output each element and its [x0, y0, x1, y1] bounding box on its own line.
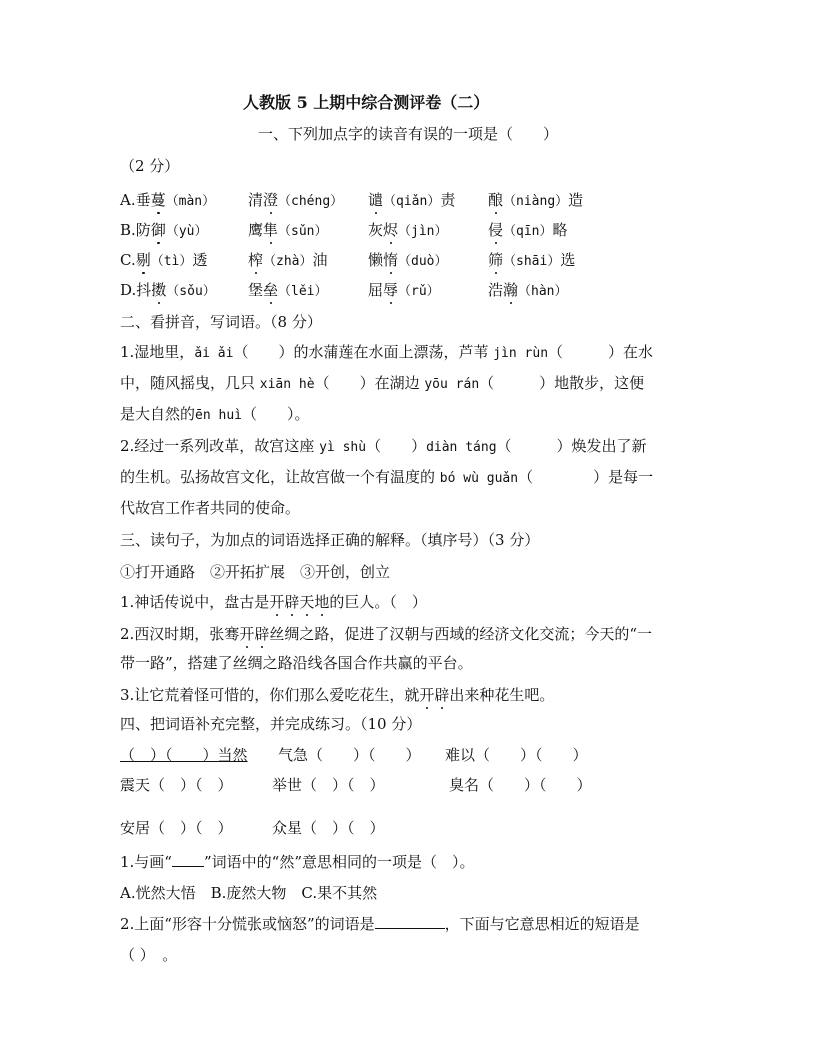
dotted-char: 榨: [248, 251, 264, 269]
dotted-char: 御: [150, 221, 166, 239]
section2-q2-line2: [120, 467, 653, 489]
idiom-blank[interactable]: 安居（ ）（ ）: [120, 819, 233, 837]
text: 灰: [368, 221, 384, 239]
text: 是大自然的: [120, 405, 196, 423]
option-word: [120, 190, 215, 212]
option-word: [248, 250, 328, 272]
section2-q1-line3: [120, 404, 310, 426]
option-word: [248, 280, 328, 302]
pinyin: （tì）: [150, 254, 193, 269]
dotted-char: 侵: [488, 221, 504, 239]
option-label: A.: [120, 191, 136, 209]
text: 抖: [136, 281, 152, 299]
section1-heading: 一、下列加点字的读音有误的一项是（ ）: [258, 125, 559, 143]
text: 中，随风摇曳，几只: [120, 374, 260, 392]
text: （ ）在湖边: [314, 374, 425, 392]
section4-q1-options: A.恍然大悟 B.庞然大物 C.果不其然: [120, 884, 378, 902]
text: 选: [560, 251, 576, 269]
text: 堡: [248, 281, 264, 299]
dotted-char: 地: [314, 593, 330, 611]
option-label: D.: [120, 281, 137, 299]
section3-heading: 三、读句子，为加点的词语选择正确的解释。（填序号）（3 分）: [120, 531, 540, 549]
underline-blank: [172, 852, 204, 867]
pinyin: （màn）: [165, 194, 216, 209]
text: 的生机。弘扬故宫文化，让故宫做一个有温度的: [120, 468, 440, 486]
pinyin: （qiǎn）: [383, 194, 441, 209]
section2-q2-line3: 代故宫工作者共同的使命。: [120, 499, 301, 517]
pinyin: （qīn）: [503, 224, 553, 239]
option-word: [488, 280, 568, 302]
dotted-char: 开: [269, 593, 285, 611]
text: 丝绸之路，促进了汉朝与西域的经济文化交流；今天的“一: [269, 625, 653, 643]
text: 2.上面“形容十分慌张或恼怒”的词语是: [120, 915, 375, 933]
text: 2.西汉时期，张骞: [120, 625, 240, 643]
idiom-blank[interactable]: 震天（ ）（ ）: [120, 776, 233, 794]
text: 3.让它荒着怪可惜的，你们那么爱吃花生，就: [120, 686, 420, 704]
dotted-char: 辟: [284, 593, 300, 611]
pinyin: yì shù: [319, 440, 367, 455]
text: ，下面与它意思相近的短语是: [444, 915, 640, 933]
section4-q2-cont: （ ） 。: [120, 946, 178, 964]
dotted-char: 擞: [151, 281, 167, 299]
text: 懒: [368, 251, 384, 269]
section2-q2-line1: [120, 436, 647, 458]
text: 浩: [488, 281, 504, 299]
option-word: [368, 190, 455, 212]
pinyin: （sǔn）: [278, 224, 328, 239]
pinyin: （sǒu）: [166, 284, 216, 299]
section4-q1: [120, 852, 475, 872]
dotted-char: 辟: [254, 625, 270, 643]
text: 透: [192, 251, 208, 269]
idiom-blank[interactable]: 举世（ ）（ ）: [272, 776, 385, 794]
text: （ ）的水蒲莲在水面上漂荡，芦苇: [233, 343, 494, 361]
page-title: 人教版 5 上期中综合测评卷（二）: [243, 93, 490, 112]
text: 屈: [368, 281, 384, 299]
pinyin: （jìn）: [398, 224, 448, 239]
dotted-char: 酿: [488, 191, 504, 209]
text: 的巨人。（ ）: [329, 593, 427, 611]
section2-q1-line2: [120, 373, 644, 395]
section2-q1-line1: [120, 342, 653, 364]
pinyin: （zhà）: [263, 254, 313, 269]
dotted-char: 辟: [434, 686, 450, 704]
dotted-char: 隼: [263, 221, 279, 239]
pinyin: bó wù guǎn: [439, 471, 519, 486]
dotted-char: 辱: [383, 281, 399, 299]
pinyin: xiān hè: [259, 377, 315, 392]
pinyin: （lěi）: [278, 284, 328, 299]
pinyin: jìn rùn: [493, 346, 549, 361]
dotted-char: 开: [239, 625, 255, 643]
section3-sentence1: [120, 592, 427, 612]
dotted-char: 垒: [263, 281, 279, 299]
option-word: [488, 220, 568, 242]
idiom-blank[interactable]: 众星（ ）（ ）: [272, 819, 385, 837]
pinyin: （hàn）: [518, 284, 568, 299]
text: （ ）地散步，这便: [479, 374, 645, 392]
dotted-char: 天: [299, 593, 315, 611]
option-word: [120, 250, 207, 272]
option-label: C.: [120, 251, 136, 269]
option-word: [248, 190, 343, 212]
dotted-char: 谴: [368, 191, 384, 209]
pinyin: （chéng）: [278, 194, 344, 209]
text: 略: [552, 221, 568, 239]
idiom-blank[interactable]: 难以（ ）（ ）: [445, 746, 588, 764]
text: 责: [440, 191, 456, 209]
option-word: [488, 250, 575, 272]
option-word: [120, 220, 207, 242]
section3-sentence3: [120, 685, 554, 705]
dotted-char: 筛: [488, 251, 504, 269]
section1-score: （2 分）: [120, 157, 180, 175]
text: 1.与画“: [120, 853, 172, 871]
option-word: [248, 220, 328, 242]
dotted-char: 瀚: [503, 281, 519, 299]
dotted-char: 蔓: [150, 191, 166, 209]
text: 出来种花生吧。: [449, 686, 555, 704]
text: ”词语中的“然”意思相同的一项是（ ）。: [203, 853, 475, 871]
text: （ ）: [366, 437, 427, 455]
dotted-char: 开: [419, 686, 435, 704]
idiom-blank[interactable]: 气急（ ）（ ）: [278, 746, 421, 764]
section3-choices: ①打开通路 ②开拓扩展 ③开创，创立: [120, 563, 391, 581]
text: （ ）焕发出了新: [496, 437, 647, 455]
pinyin: （shāi）: [503, 254, 561, 269]
option-word: [368, 280, 440, 302]
idiom-blank[interactable]: 臭名（ ）（ ）: [449, 776, 592, 794]
text: 1.湿地里，: [120, 343, 195, 361]
section3-sentence2-cont: 带一路”，搭建了丝绸之路沿线各国合作共赢的平台。: [120, 654, 473, 672]
dotted-char: 惰: [383, 251, 399, 269]
answer-blank[interactable]: [375, 914, 445, 929]
option-word: [368, 250, 448, 272]
section3-sentence2: [120, 624, 652, 644]
pinyin: （niàng）: [503, 194, 569, 209]
text: （ ）是每一: [518, 468, 654, 486]
pinyin: yōu rán: [424, 377, 480, 392]
text: 清: [248, 191, 264, 209]
section4-heading: 四、把词语补充完整，并完成练习。（10 分）: [120, 715, 422, 733]
text: 1.神话传说中，盘古是: [120, 593, 270, 611]
dotted-char: 澄: [263, 191, 279, 209]
text: 鹰: [248, 221, 264, 239]
section4-q2: [120, 914, 640, 934]
text: 2.经过一系列改革，故宫这座: [120, 437, 320, 455]
text: 垂: [135, 191, 151, 209]
option-word: [368, 220, 448, 242]
option-word: [120, 280, 216, 302]
text: 造: [568, 191, 584, 209]
text: 防: [135, 221, 151, 239]
pinyin: （duò）: [398, 254, 448, 269]
option-label: B.: [120, 221, 136, 239]
pinyin: （rǔ）: [398, 284, 440, 299]
pinyin: ēn huì: [195, 408, 242, 423]
text: （ ）。: [241, 405, 310, 423]
pinyin: （yù）: [165, 224, 208, 239]
dotted-char: 剔: [135, 251, 151, 269]
text: （ ）在水: [548, 343, 654, 361]
idiom-blank[interactable]: （ ）（ ）当然: [120, 746, 248, 764]
section2-heading: 二、看拼音，写词语。（8 分）: [120, 313, 322, 331]
pinyin: diàn táng: [426, 440, 497, 455]
text: 油: [312, 251, 328, 269]
dotted-char: 烬: [383, 221, 399, 239]
option-word: [488, 190, 583, 212]
pinyin: ǎi ǎi: [194, 346, 234, 361]
